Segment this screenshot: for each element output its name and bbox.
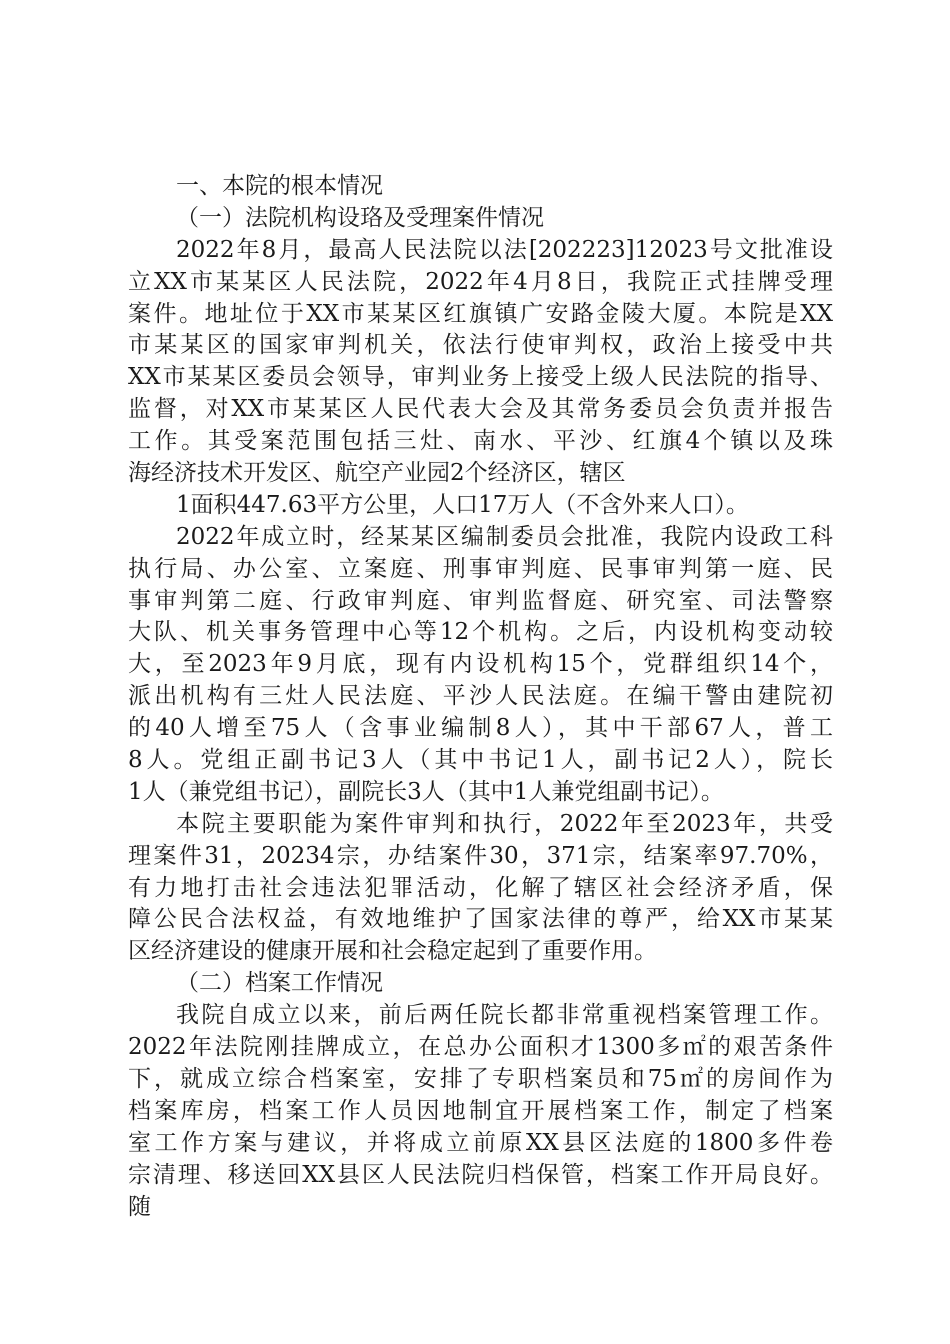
text-line: 随 [128,1193,151,1220]
text-line: 2022年法院刚挂牌成立，在总办公面积才1300多㎡的艰苦条件 [128,1034,833,1061]
text-line: 立XX市某某区人民法院，2022年4月8日，我院正式挂牌受理 [128,268,833,295]
text-line: 工作。其受案范围包括三灶、南水、平沙、红旗4个镇以及珠 [128,428,833,455]
document-body [128,171,833,1223]
text-line: 区经济建设的健康开展和社会稳定起到了重要作用。 [128,938,657,965]
text-line: 理案件31，20234宗，办结案件30，371宗，结案率97.70%， [128,842,833,869]
section-heading-1: 一、本院的根本情况 [176,173,383,199]
text-line: 的40人增至75人（含事业编制8人），其中干部67人，普工 [128,715,833,742]
text-line: 事审判第二庭、行政审判庭、审判监督庭、研究室、司法警察 [128,587,833,614]
subsection-heading-2: （二）档案工作情况 [176,970,383,997]
text-line: 监督，对XX市某某区人民代表大会及其常务委员会负责并报告 [128,396,833,423]
paragraph-archives [128,1000,833,1223]
text-line: XX市某某区委员会领导，审判业务上接受上级人民法院的指导、 [128,364,833,391]
text-line: 2022年8月，最高人民法院以法[202223]12023号文批准设 [176,236,833,263]
text-line: 派出机构有三灶人民法庭、平沙人民法庭。在编干警由建院初 [128,683,833,710]
text-line: 障公民合法权益，有效地维护了国家法律的尊严，给XX市某某 [128,906,833,933]
subsection-heading-1: （一）法院机构设珞及受理案件情况 [176,204,544,231]
paragraph-founding [128,235,833,490]
paragraph-structure [128,522,833,809]
text-line: 案件。地址位于XX市某某区红旗镇广安路金陵大厦。本院是XX [128,300,833,327]
paragraph-area [128,490,833,522]
text-line: 大队、机关事务管理中心等12个机构。之后，内设机构变动较 [128,619,833,646]
text-line: 室工作方案与建议，并将成立前原XX县区法庭的1800多件卷 [128,1129,833,1156]
text-line: 有力地打击社会违法犯罪活动，化解了辖区社会经济矛盾，保 [128,874,833,901]
text-line: 本院主要职能为案件审判和执行，2022年至2023年，共受 [176,810,833,837]
text-line: 2022年成立时，经某某区编制委员会批准，我院内设政工科 [176,523,833,550]
text-line: 海经济技术开发区、航空产业园2个经济区，辖区 [128,460,626,487]
paragraph-functions [128,809,833,968]
text-line: 8人。党组正副书记3人（其中书记1人，副书记2人），院长 [128,747,833,774]
text-line: 市某某区的国家审判机关，依法行使审判权，政治上接受中共 [128,332,833,359]
text-line: 档案库房，档案工作人员因地制宜开展档案工作，制定了档案 [128,1097,833,1124]
text-line: 1面积447.63平方公里，人口17万人（不含外来人口）。 [176,491,749,518]
text-line: 下，就成立综合档案室，安排了专职档案员和75㎡的房间作为 [128,1065,833,1092]
text-line: 我院自成立以来，前后两任院长都非常重视档案管理工作。 [176,1002,833,1029]
text-line: 执行局、办公室、立案庭、刑事审判庭、民事审判第一庭、民 [128,555,833,582]
text-line: 1人（兼党组书记），副院长3人（其中1人兼党组副书记）。 [128,778,724,805]
text-line: 大，至2023年9月底，现有内设机构15个，党群组织14个， [128,651,833,678]
text-line: 宗清理、移送回XX县区人民法院归档保管，档案工作开局良好。 [128,1161,833,1188]
